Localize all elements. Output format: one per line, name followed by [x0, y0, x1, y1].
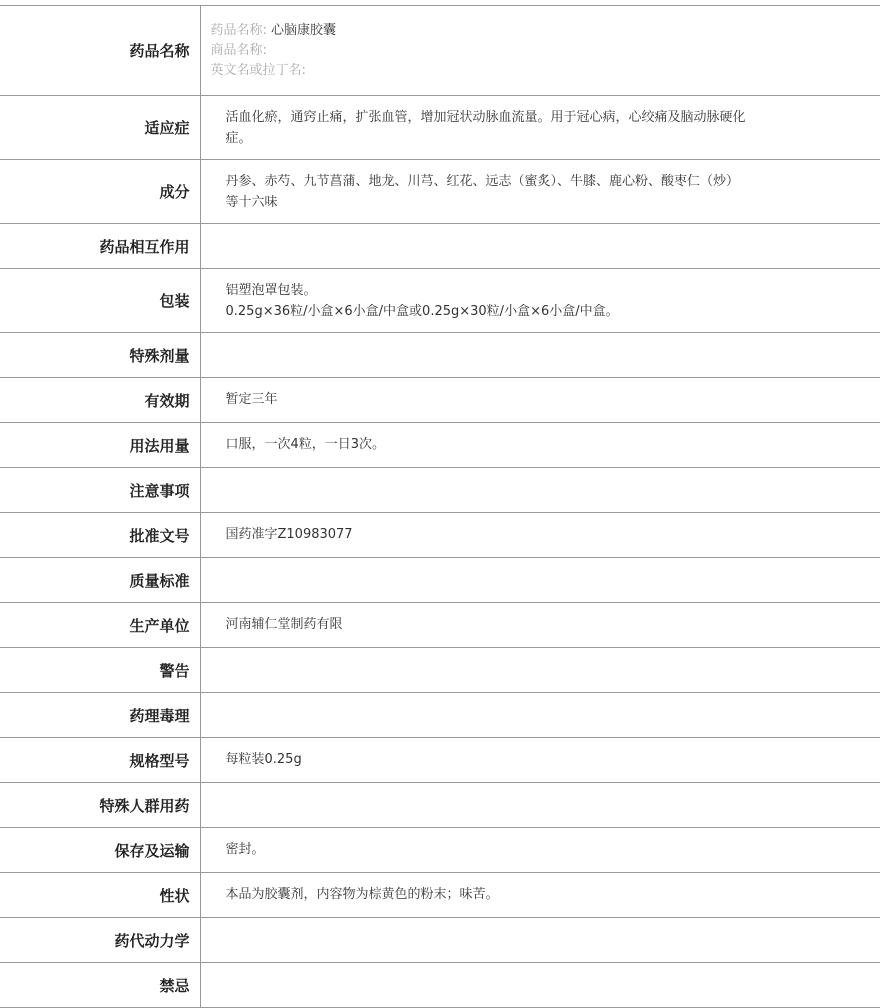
- row-ingredients: [0, 160, 880, 224]
- value-line: 铝塑泡罩包装。: [225, 282, 317, 298]
- row-value: 河南辅仁堂制药有限: [200, 603, 880, 648]
- row-label: 特殊人群用药: [0, 783, 200, 828]
- row-label: 包装: [0, 269, 200, 333]
- row-expiry: [0, 378, 880, 423]
- row-value: 口服，一次4粒，一日3次。: [200, 423, 880, 468]
- row-label: 有效期: [0, 378, 200, 423]
- row-value: [200, 333, 880, 378]
- row-label: 成分: [0, 160, 200, 224]
- row-special-populations: [0, 783, 880, 828]
- row-storage-transport: [0, 828, 880, 873]
- row-special-dosage: [0, 333, 880, 378]
- row-label: 保存及运输: [0, 828, 200, 873]
- trade-name-label: 商品名称:: [210, 42, 267, 58]
- row-usage-dosage: [0, 423, 880, 468]
- row-drug-name: [0, 6, 880, 96]
- row-approval-number: [0, 513, 880, 558]
- generic-name-line: [211, 21, 871, 41]
- row-value: [200, 693, 880, 738]
- row-label: 药理毒理: [0, 693, 200, 738]
- row-label: 禁忌: [0, 963, 200, 1008]
- row-value: 国药准字Z10983077: [200, 513, 880, 558]
- value-line: 活血化瘀，通窍止痛，扩张血管，增加冠状动脉血流量。用于冠心病，心绞痛及脑动脉硬化: [225, 109, 746, 125]
- row-label: 警告: [0, 648, 200, 693]
- row-label: 规格型号: [0, 738, 200, 783]
- row-label: 特殊剂量: [0, 333, 200, 378]
- row-value: [200, 963, 880, 1008]
- row-label: 性状: [0, 873, 200, 918]
- english-name-label: 英文名或拉丁名:: [210, 62, 306, 78]
- row-value: [200, 160, 880, 224]
- row-value: [200, 783, 880, 828]
- row-label: 药品名称: [0, 6, 200, 96]
- row-value: [200, 224, 880, 269]
- drug-info-table: [0, 5, 880, 1008]
- row-label: 用法用量: [0, 423, 200, 468]
- row-value: 每粒装0.25g: [200, 738, 880, 783]
- row-warning: [0, 648, 880, 693]
- row-value: 暂定三年: [200, 378, 880, 423]
- value-line: 丹参、赤芍、九节菖蒲、地龙、川芎、红花、远志（蜜炙）、牛膝、鹿心粉、酸枣仁（炒）: [225, 173, 740, 189]
- row-contraindications: [0, 963, 880, 1008]
- generic-name-label: 药品名称:: [210, 22, 267, 38]
- row-pharmacokinetics: [0, 918, 880, 963]
- row-label: 注意事项: [0, 468, 200, 513]
- row-value: [200, 558, 880, 603]
- row-value: 密封。: [200, 828, 880, 873]
- row-value: [200, 6, 880, 96]
- row-description: [0, 873, 880, 918]
- row-label: 适应症: [0, 96, 200, 160]
- row-interactions: [0, 224, 880, 269]
- row-quality-standard: [0, 558, 880, 603]
- row-packaging: [0, 269, 880, 333]
- row-pharmacology: [0, 693, 880, 738]
- row-value: [200, 918, 880, 963]
- value-line: 等十六味: [225, 194, 278, 210]
- row-label: 生产单位: [0, 603, 200, 648]
- row-value: [200, 269, 880, 333]
- row-value: [200, 96, 880, 160]
- generic-name-value: 心脑康胶囊: [271, 22, 337, 38]
- row-label: 药品相互作用: [0, 224, 200, 269]
- row-precautions: [0, 468, 880, 513]
- row-label: 批准文号: [0, 513, 200, 558]
- value-line: 症。: [225, 130, 252, 146]
- row-value: 本品为胶囊剂，内容物为棕黄色的粉末；味苦。: [200, 873, 880, 918]
- row-specification: [0, 738, 880, 783]
- row-label: 质量标准: [0, 558, 200, 603]
- row-label: 药代动力学: [0, 918, 200, 963]
- row-indications: [0, 96, 880, 160]
- row-manufacturer: [0, 603, 880, 648]
- row-value: [200, 468, 880, 513]
- value-line: 0.25g×36粒/小盒×6小盒/中盒或0.25g×30粒/小盒×6小盒/中盒。: [225, 303, 619, 319]
- row-value: [200, 648, 880, 693]
